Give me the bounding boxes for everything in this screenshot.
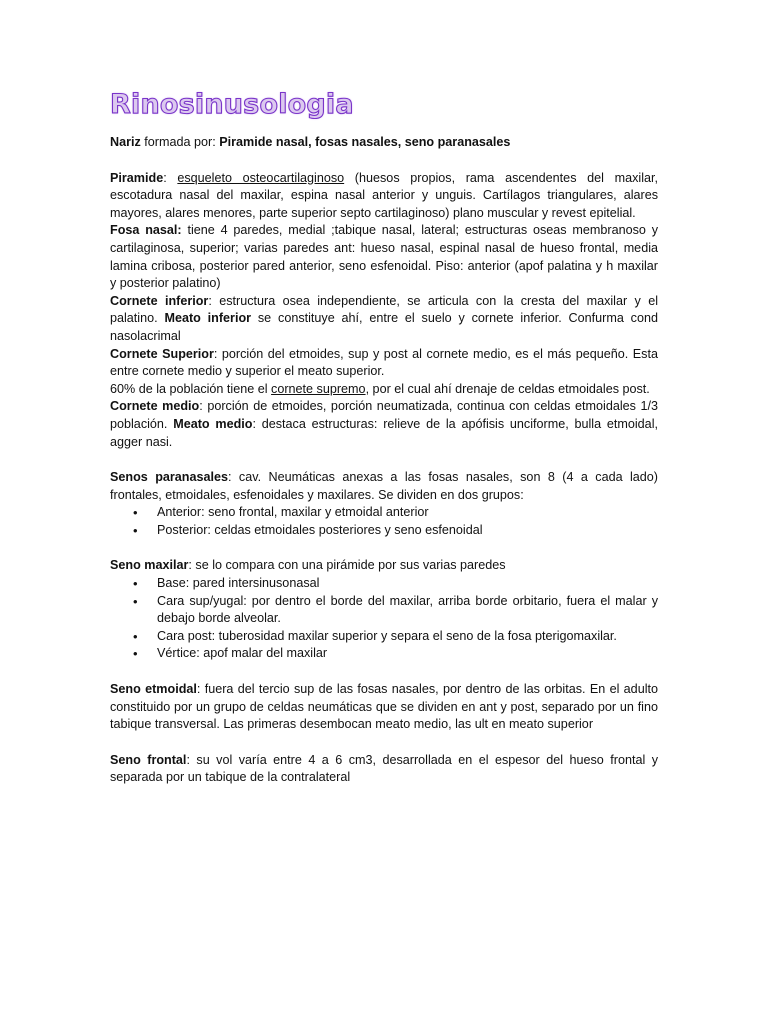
cornete-inferior-term: Cornete inferior [110, 293, 209, 308]
senos-paranasales-list [110, 504, 658, 539]
seno-etmoidal-paragraph [110, 681, 658, 734]
nariz-parts: Piramide nasal, fosas nasales, seno paranasales [219, 135, 511, 149]
list-item: • Vértice: apof malar del maxilar [157, 645, 658, 663]
fosa-nasal-text: tiene 4 paredes, medial ;tabique nasal, lateral; estructuras oseas membranoso y cartilaginosa, superior; varias paredes ant: hueso nasal, espinal nasal de hueso frontal, media lamina cribosa, posterior pared anterior, seno esfenoidal. Piso: anterior (apof palatina y h maxilar y posterior palatino) [110, 223, 659, 291]
list-item: • Cara sup/yugal: por dentro el borde del maxilar, arriba borde orbitario, fuera el malar y debajo borde alveolar. [157, 593, 658, 628]
list-item: • Posterior: celdas etmoidales posteriores y seno esfenoidal [157, 522, 658, 540]
cornete-supremo-paragraph [110, 381, 658, 399]
nariz-text: formada por: [140, 135, 220, 149]
piramide-colon: : [163, 170, 178, 185]
seno-frontal-paragraph [110, 752, 658, 787]
meato-inferior-term: Meato inferior [164, 311, 252, 326]
fosa-nasal-term: Fosa nasal: [110, 223, 182, 238]
document-body [110, 88, 658, 787]
cornete-supremo-underlined: cornete supremo [271, 381, 366, 396]
seno-maxilar-paragraph [110, 557, 658, 575]
cornete-supremo-text2: , por el cual ahí drenaje de celdas etmoidales post. [365, 381, 650, 396]
nariz-paragraph [110, 134, 658, 152]
cornete-supremo-text: 60% de la población tiene el [110, 381, 272, 396]
seno-frontal-term: Seno frontal [110, 752, 187, 767]
cornete-superior-term: Cornete Superior [110, 346, 214, 361]
piramide-text: (huesos propios, rama ascendentes del maxilar, escotadura nasal del maxilar, espina nasal anterior y unguis. Cartílagos triangulares, alares mayores, alares menores, parte superior septo cartilaginoso) plano muscular y revest epitelial. [110, 170, 658, 220]
piramide-paragraph [110, 170, 658, 223]
spacer [110, 539, 658, 557]
spacer [110, 734, 658, 752]
meato-medio-text: : destaca estructuras: relieve de la apófisis unciforme, bulla etmoidal, agger nasi. [110, 416, 658, 449]
spacer [110, 663, 658, 681]
senos-paranasales-paragraph [110, 469, 658, 504]
list-item: • Anterior: seno frontal, maxilar y etmoidal anterior [157, 504, 658, 522]
seno-etmoidal-text: : fuera del tercio sup de las fosas nasales, por dentro de las orbitas. En el adulto constituido por un grupo de celdas neumáticas que se dividen en ant y post, separado por un fino tabique transversal. Las primeras desembocan meato medio, las ult en meato superior [110, 682, 658, 732]
meato-medio-term: Meato medio [173, 416, 253, 431]
seno-frontal-text: : su vol varía entre 4 a 6 cm3, desarrollada en el espesor del hueso frontal y separada por un tabique de la contralateral [110, 752, 659, 785]
piramide-underlined: esqueleto osteocartilaginoso [177, 170, 345, 185]
meato-inferior-text: se constituye ahí, entre el suelo y cornete inferior. Confurma cond nasolacrimal [110, 311, 658, 343]
seno-maxilar-term: Seno maxilar [110, 558, 189, 573]
cornete-medio-paragraph [110, 398, 658, 451]
senos-paranasales-text: : cav. Neumáticas anexas a las fosas nasales, son 8 (4 a cada lado) frontales, etmoidales, esfenoidales y maxilares. Se dividen en dos grupos: [110, 470, 658, 502]
document-title: Rinosinusologia [110, 89, 354, 120]
cornete-inferior-text: : estructura osea independiente, se articula con la cresta del maxilar y el palatino. [110, 293, 659, 326]
cornete-superior-text: : porción del etmoides, sup y post al cornete medio, es el más pequeño. Esta entre cornete medio y superior el meato superior. [110, 346, 658, 379]
cornete-medio-term: Cornete medio [110, 399, 200, 414]
cornete-superior-paragraph [110, 346, 658, 381]
cornete-inferior-paragraph [110, 293, 658, 346]
nariz-term: Nariz [110, 135, 141, 149]
list-item: • Cara post: tuberosidad maxilar superior y separa el seno de la fosa pterigomaxilar. [157, 628, 658, 646]
fosa-nasal-paragraph [110, 222, 658, 292]
list-item: • Base: pared intersinusonasal [157, 575, 658, 593]
seno-maxilar-text: : se lo compara con una pirámide por sus varias paredes [188, 558, 506, 573]
spacer [110, 451, 658, 469]
seno-etmoidal-term: Seno etmoidal [110, 682, 197, 697]
seno-maxilar-list [110, 575, 658, 663]
spacer [110, 152, 658, 170]
piramide-term: Piramide [110, 170, 164, 185]
cornete-medio-text: : porción de etmoides, porción neumatizada, continua con celdas etmoidales 1/3 población. [110, 399, 658, 431]
senos-paranasales-term: Senos paranasales [110, 470, 229, 485]
